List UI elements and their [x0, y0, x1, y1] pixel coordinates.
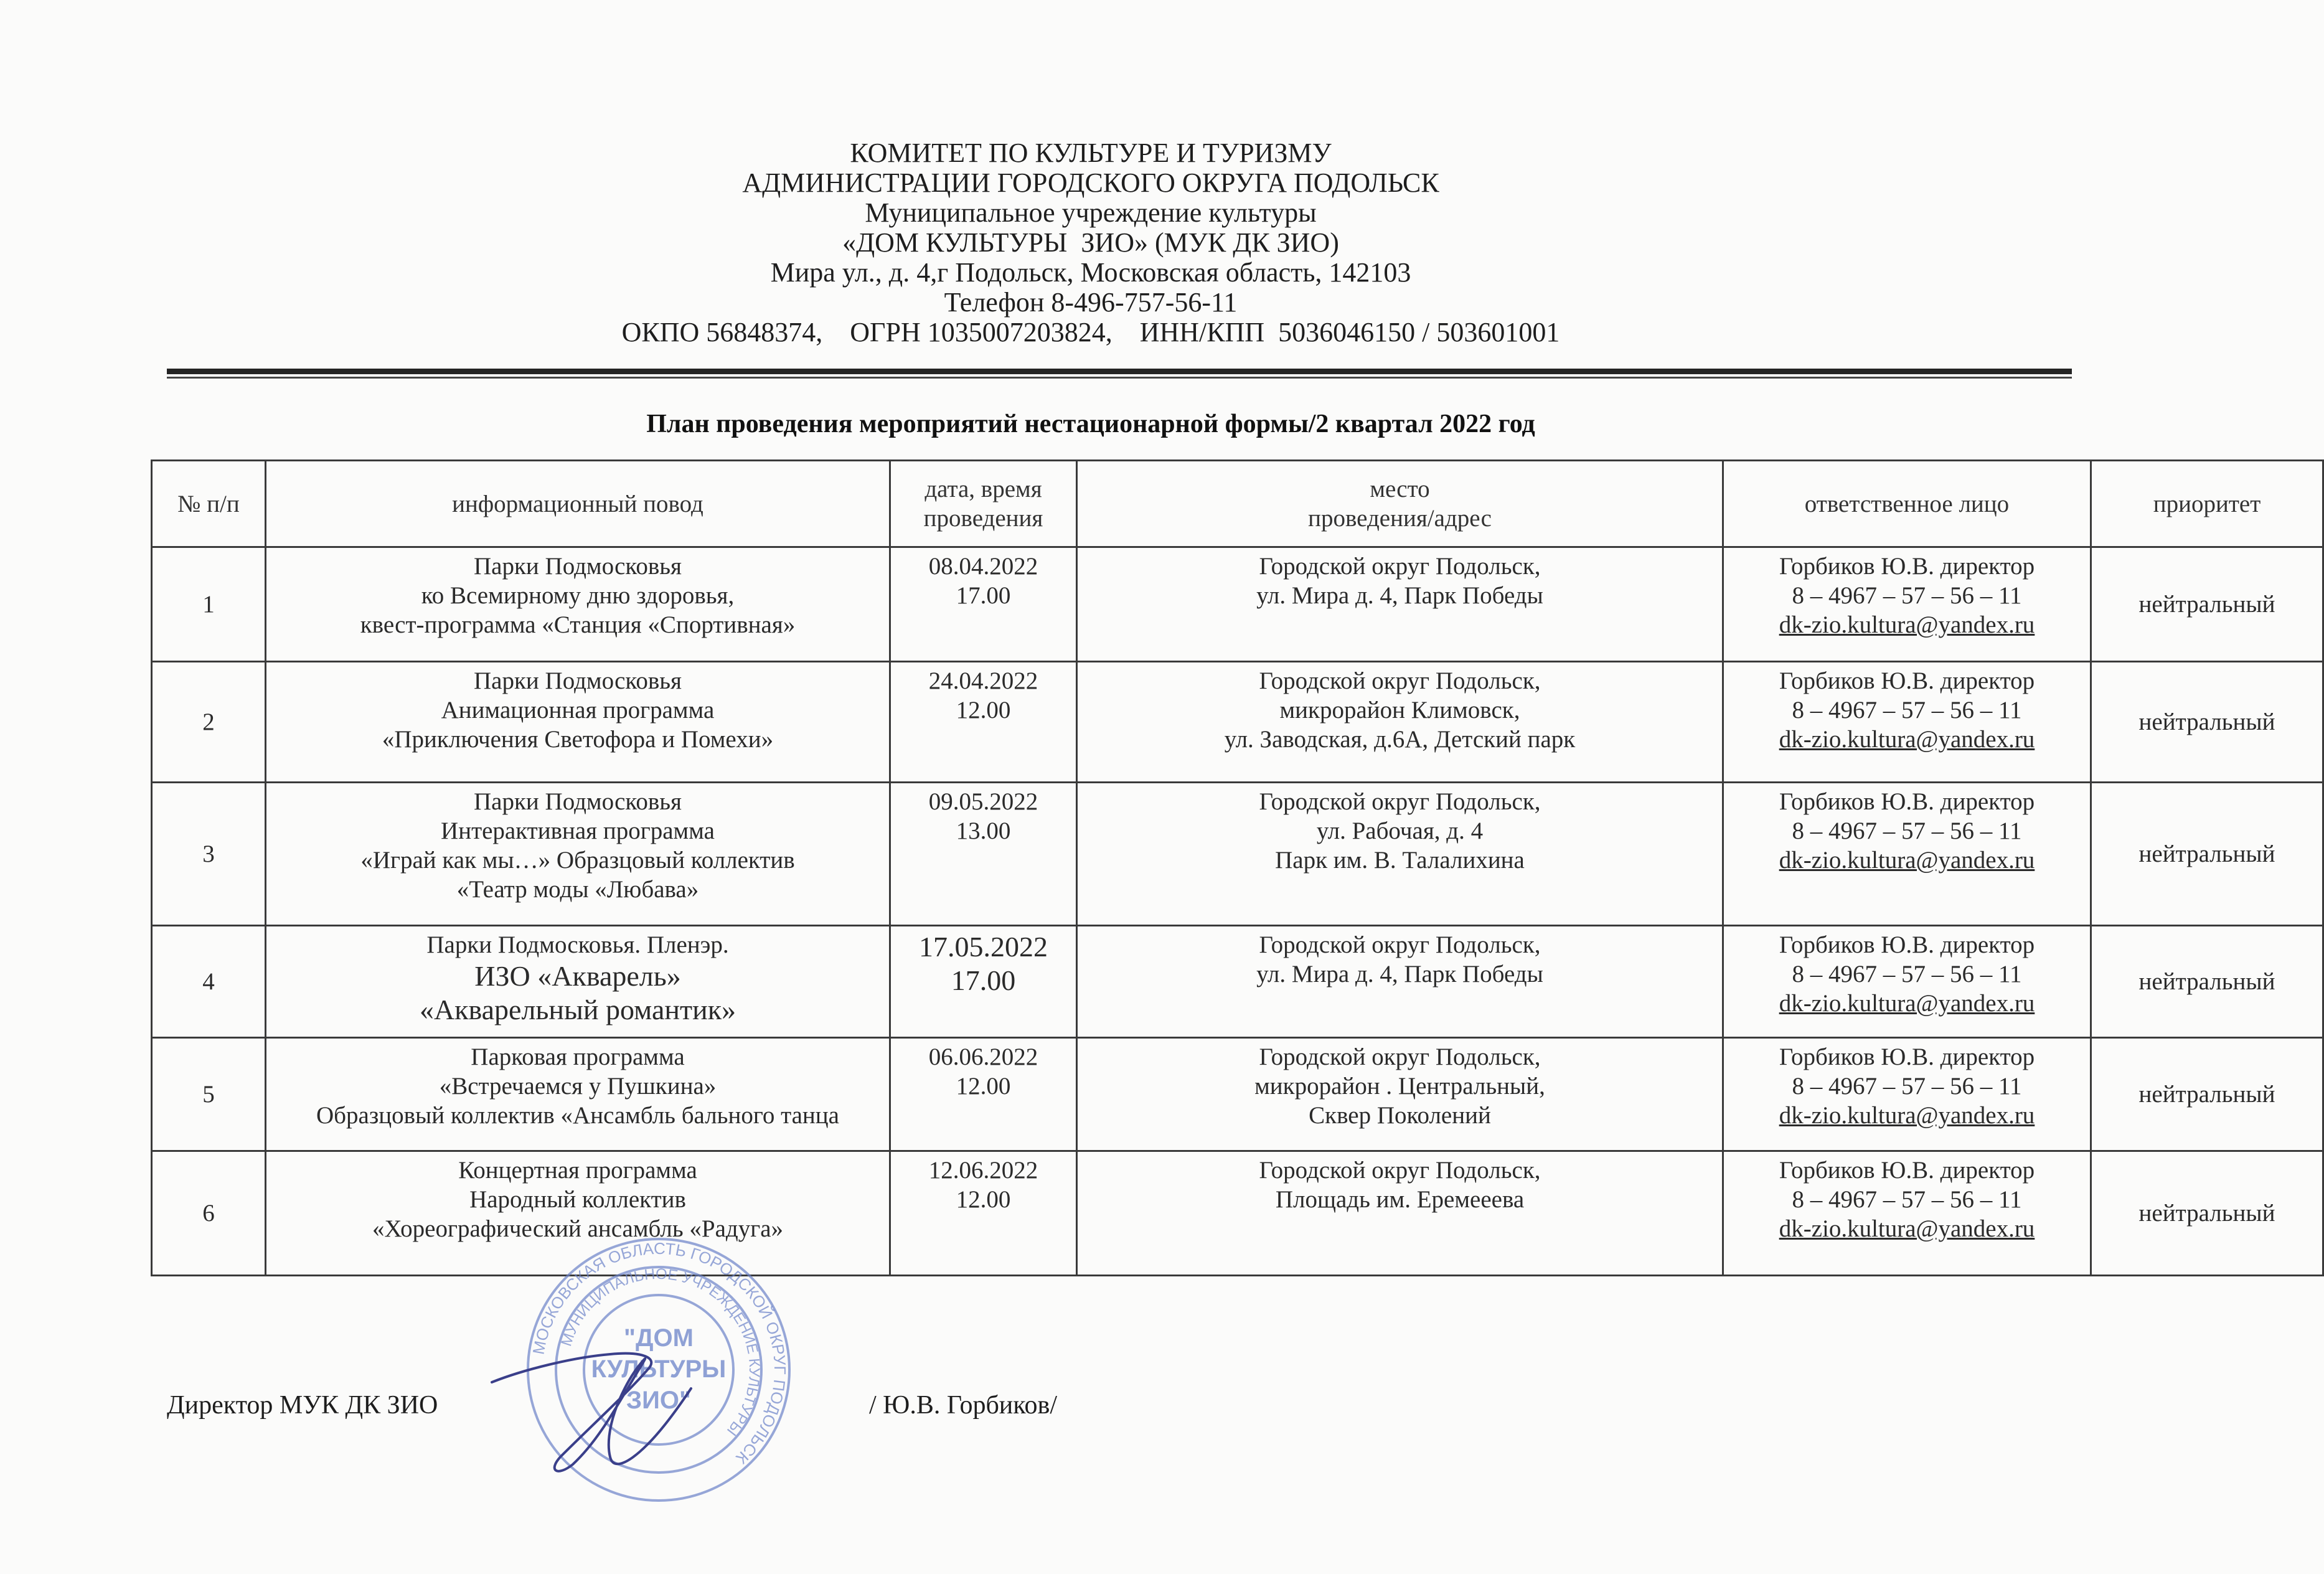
- row-place: [1077, 926, 1723, 1038]
- responsible-email-link[interactable]: dk-zio.kultura@yandex.ru: [1779, 1102, 2035, 1129]
- row-reason: [266, 662, 890, 783]
- row-place: [1077, 662, 1723, 783]
- place-line: ул. Заводская, д.6А, Детский парк: [1224, 726, 1576, 753]
- responsible-person: Горбиков Ю.В. директор: [1779, 931, 2035, 958]
- stamp-middle-text: МУНИЦИПАЛЬНОЕ УЧРЕЖДЕНИЕ КУЛЬТУРЫ: [558, 1265, 763, 1439]
- row-date: [890, 783, 1077, 926]
- responsible-phone: 8 – 4967 – 57 – 56 – 11: [1792, 1186, 2022, 1213]
- place-line: ул. Рабочая, д. 4: [1316, 818, 1484, 844]
- row-reason: [266, 783, 890, 926]
- row-number: 2: [152, 662, 266, 783]
- reason-line: «Играй как мы…» Образцовый коллектив: [360, 847, 795, 874]
- row-date: [890, 1151, 1077, 1276]
- document-letterhead: [0, 138, 2181, 347]
- place-line: Городской округ Подольск,: [1259, 1157, 1541, 1184]
- table-row: [152, 547, 2323, 662]
- time-line: 12.00: [956, 697, 1011, 723]
- date-line: 06.06.2022: [928, 1044, 1038, 1070]
- table-row: [152, 1038, 2323, 1151]
- row-number: 1: [152, 547, 266, 662]
- time-line: 13.00: [956, 818, 1011, 844]
- reason-line: Народный коллектив: [469, 1186, 686, 1213]
- row-responsible: [1723, 1038, 2091, 1151]
- row-number: 6: [152, 1151, 266, 1276]
- reason-line: Анимационная программа: [441, 697, 715, 723]
- reason-line: ИЗО «Акварель»: [474, 960, 681, 992]
- place-line: Парк им. В. Талалихина: [1275, 847, 1525, 874]
- stamp-center-line: ЗИО": [626, 1387, 691, 1414]
- responsible-person: Горбиков Ю.В. директор: [1779, 553, 2035, 580]
- row-date: [890, 1038, 1077, 1151]
- place-line: микрорайон Климовск,: [1279, 697, 1520, 723]
- reason-line: ко Всемирному дню здоровья,: [421, 582, 735, 609]
- table-row: [152, 662, 2323, 783]
- row-reason: [266, 547, 890, 662]
- place-line: Городской округ Подольск,: [1259, 1044, 1541, 1070]
- reason-line: «Встречаемся у Пушкина»: [439, 1073, 717, 1100]
- reason-line: Парки Подмосковья. Пленэр.: [426, 931, 729, 958]
- table-row: [152, 1151, 2323, 1276]
- row-number: 4: [152, 926, 266, 1038]
- stamp-outer-text: МОСКОВСКАЯ ОБЛАСТЬ ГОРОДСКОЙ ОКРУГ ПОДОЛЬСК: [529, 1238, 790, 1468]
- column-header-place: [1077, 461, 1723, 547]
- responsible-email-link[interactable]: dk-zio.kultura@yandex.ru: [1779, 1215, 2035, 1242]
- column-header-number: № п/п: [152, 461, 266, 547]
- row-number: 5: [152, 1038, 266, 1151]
- reason-line: «Акварельный романтик»: [419, 994, 736, 1025]
- responsible-email-link[interactable]: dk-zio.kultura@yandex.ru: [1779, 847, 2035, 874]
- reason-line: квест-программа «Станция «Спортивная»: [360, 611, 796, 638]
- letterhead-line-address: Мира ул., д. 4,г Подольск, Московская область, 142103: [770, 257, 1411, 288]
- row-priority: нейтральный: [2091, 783, 2323, 926]
- row-responsible: [1723, 783, 2091, 926]
- signatory-name: / Ю.В. Горбиков/: [869, 1391, 1058, 1420]
- reason-line: Парки Подмосковья: [474, 788, 682, 815]
- row-date: [890, 662, 1077, 783]
- reason-line: Парки Подмосковья: [474, 553, 682, 580]
- date-line: 17.05.2022: [919, 931, 1048, 963]
- row-priority: нейтральный: [2091, 1151, 2323, 1276]
- responsible-person: Горбиков Ю.В. директор: [1779, 667, 2035, 694]
- row-priority: нейтральный: [2091, 547, 2323, 662]
- row-responsible: [1723, 662, 2091, 783]
- place-line: Городской округ Подольск,: [1259, 788, 1541, 815]
- row-place: [1077, 783, 1723, 926]
- events-plan-table: [151, 459, 2324, 1276]
- responsible-phone: 8 – 4967 – 57 – 56 – 11: [1792, 582, 2022, 609]
- letterhead-divider-thin: [167, 377, 2072, 379]
- handwritten-signature-icon: [486, 1332, 697, 1488]
- table-header-row: [152, 461, 2323, 547]
- date-line: 12.06.2022: [928, 1157, 1038, 1184]
- row-priority: нейтральный: [2091, 926, 2323, 1038]
- letterhead-line-phone: Телефон 8-496-757-56-11: [944, 287, 1238, 318]
- place-line: микрорайон . Центральный,: [1254, 1073, 1545, 1100]
- reason-line: Парки Подмосковья: [474, 667, 682, 694]
- letterhead-line-administration: АДМИНИСТРАЦИИ ГОРОДСКОГО ОКРУГА ПОДОЛЬСК: [742, 167, 1439, 198]
- row-responsible: [1723, 926, 2091, 1038]
- column-header-date: [890, 461, 1077, 547]
- column-header-reason: информационный повод: [266, 461, 890, 547]
- reason-line: Интерактивная программа: [441, 818, 715, 844]
- place-line: Сквер Поколений: [1309, 1102, 1491, 1129]
- row-place: [1077, 547, 1723, 662]
- time-line: 17.00: [951, 964, 1016, 996]
- time-line: 17.00: [956, 582, 1011, 609]
- column-header-date-line: дата, время: [924, 476, 1042, 502]
- row-reason: [266, 926, 890, 1038]
- responsible-person: Горбиков Ю.В. директор: [1779, 788, 2035, 815]
- reason-line: Образцовый коллектив «Ансамбль бального танца: [316, 1102, 839, 1129]
- responsible-phone: 8 – 4967 – 57 – 56 – 11: [1792, 818, 2022, 844]
- responsible-phone: 8 – 4967 – 57 – 56 – 11: [1792, 961, 2022, 987]
- place-line: Городской округ Подольск,: [1259, 931, 1541, 958]
- responsible-person: Горбиков Ю.В. директор: [1779, 1157, 2035, 1184]
- letterhead-divider-thick: [167, 369, 2072, 374]
- reason-line: «Театр моды «Любава»: [456, 876, 699, 903]
- row-date: [890, 547, 1077, 662]
- row-date: [890, 926, 1077, 1038]
- row-number: 3: [152, 783, 266, 926]
- place-line: Городской округ Подольск,: [1259, 667, 1541, 694]
- row-priority: нейтральный: [2091, 662, 2323, 783]
- responsible-person: Горбиков Ю.В. директор: [1779, 1044, 2035, 1070]
- column-header-date-line: проведения: [923, 505, 1043, 532]
- stamp-center-line: "ДОМ: [624, 1324, 694, 1352]
- row-priority: нейтральный: [2091, 1038, 2323, 1151]
- letterhead-line-institution-name: «ДОМ КУЛЬТУРЫ ЗИО» (МУК ДК ЗИО): [842, 227, 1339, 258]
- place-line: Площадь им. Еремееева: [1275, 1186, 1525, 1213]
- time-line: 12.00: [956, 1186, 1011, 1213]
- letterhead-line-registration-codes: ОКПО 56848374, ОГРН 1035007203824, ИНН/КПП 5036046150 / 503601001: [621, 317, 1560, 347]
- reason-line: «Хореографический ансамбль «Радуга»: [372, 1215, 784, 1242]
- responsible-email-link[interactable]: dk-zio.kultura@yandex.ru: [1779, 611, 2035, 638]
- responsible-phone: 8 – 4967 – 57 – 56 – 11: [1792, 697, 2022, 723]
- place-line: Городской округ Подольск,: [1259, 553, 1541, 580]
- row-place: [1077, 1038, 1723, 1151]
- row-place: [1077, 1151, 1723, 1276]
- column-header-responsible: ответственное лицо: [1723, 461, 2091, 547]
- time-line: 12.00: [956, 1073, 1011, 1100]
- signatory-position: Директор МУК ДК ЗИО: [167, 1391, 438, 1420]
- place-line: ул. Мира д. 4, Парк Победы: [1256, 582, 1543, 609]
- responsible-phone: 8 – 4967 – 57 – 56 – 11: [1792, 1073, 2022, 1100]
- table-row: [152, 783, 2323, 926]
- table-row: [152, 926, 2323, 1038]
- place-line: ул. Мира д. 4, Парк Победы: [1256, 961, 1543, 987]
- column-header-place-line: место: [1370, 476, 1430, 502]
- letterhead-line-institution-type: Муниципальное учреждение культуры: [865, 197, 1317, 228]
- stamp-center-line: КУЛЬТУРЫ: [591, 1355, 727, 1383]
- column-header-priority: приоритет: [2091, 461, 2323, 547]
- responsible-email-link[interactable]: dk-zio.kultura@yandex.ru: [1779, 990, 2035, 1017]
- date-line: 08.04.2022: [928, 553, 1038, 580]
- date-line: 09.05.2022: [928, 788, 1038, 815]
- responsible-email-link[interactable]: dk-zio.kultura@yandex.ru: [1779, 726, 2035, 753]
- row-reason: [266, 1038, 890, 1151]
- document-title: План проведения мероприятий нестационарной формы/2 квартал 2022 год: [646, 410, 1535, 438]
- column-header-place-line: проведения/адрес: [1308, 505, 1492, 532]
- row-responsible: [1723, 547, 2091, 662]
- reason-line: Парковая программа: [471, 1044, 685, 1070]
- letterhead-line-committee: КОМИТЕТ ПО КУЛЬТУРЕ И ТУРИЗМУ: [850, 138, 1332, 168]
- date-line: 24.04.2022: [928, 667, 1038, 694]
- row-responsible: [1723, 1151, 2091, 1276]
- reason-line: «Приключения Светофора и Помехи»: [382, 726, 774, 753]
- reason-line: Концертная программа: [458, 1157, 697, 1184]
